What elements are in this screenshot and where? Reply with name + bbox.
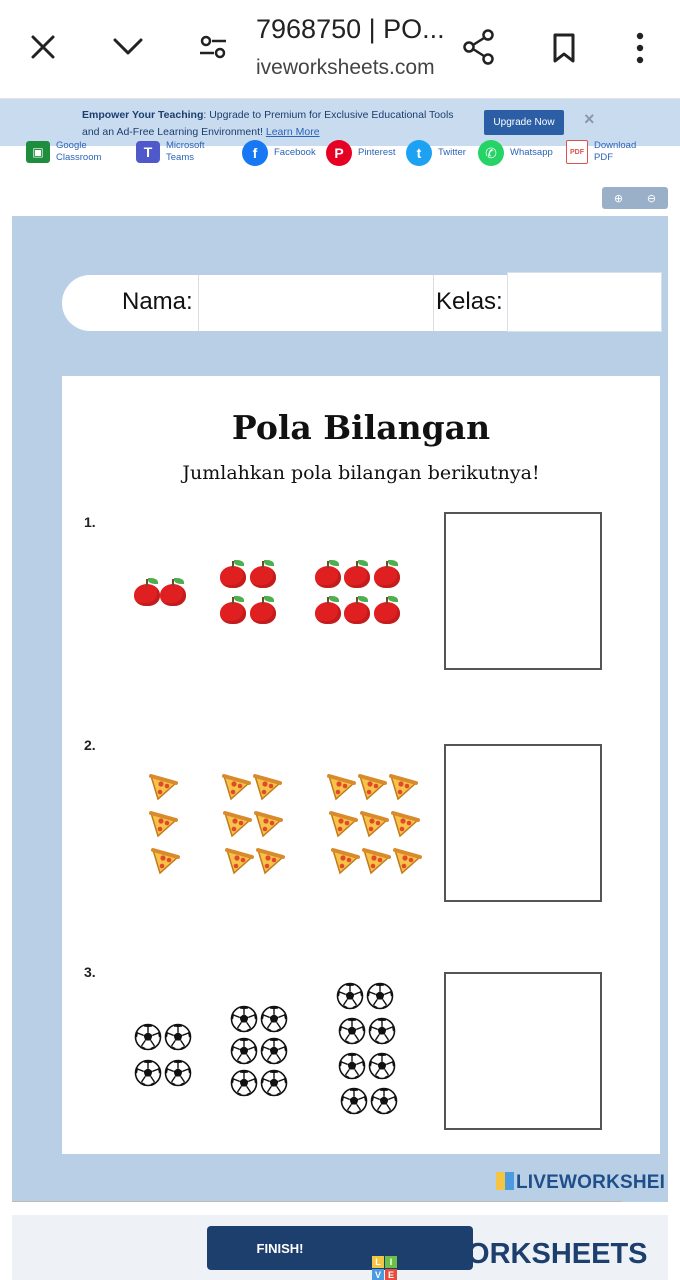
share-download-pdf[interactable]	[566, 140, 644, 164]
soccer-ball-icon	[230, 1069, 258, 1097]
soccer-ball-icon	[230, 1005, 258, 1033]
name-input[interactable]	[198, 275, 434, 331]
soccer-ball-icon	[368, 1052, 396, 1080]
share-strip	[0, 140, 680, 174]
learn-more-link[interactable]: Learn More	[265, 126, 320, 138]
soccer-ball-icon	[340, 1087, 368, 1115]
question-number: 1.	[84, 514, 96, 530]
pizza-icon	[148, 810, 178, 838]
soccer-ball-icon	[338, 1052, 366, 1080]
pizza-icon	[357, 773, 387, 801]
finish-label: FINISH!	[256, 1240, 304, 1256]
promo-body: : Upgrade to Premium for Exclusive Educational Tools and an Ad-Free Learning Environment!	[82, 109, 454, 138]
mini-letter: V	[372, 1269, 384, 1280]
apple-icon	[160, 578, 186, 606]
apple-icon	[315, 596, 341, 624]
pizza-icon	[224, 847, 254, 875]
soccer-ball-icon	[164, 1059, 192, 1087]
upgrade-now-button[interactable]: Upgrade Now	[484, 110, 564, 135]
apple-icon	[134, 578, 160, 606]
teams-icon: T	[136, 141, 160, 163]
share-facebook[interactable]	[242, 140, 316, 166]
pinterest-icon: P	[326, 140, 352, 166]
chevron-down-icon[interactable]	[110, 32, 146, 62]
share-pinterest[interactable]	[326, 140, 396, 166]
bottom-brand-text: VEWORKSHEETS	[401, 1238, 648, 1270]
pdf-icon: PDF	[566, 140, 588, 164]
share-icon[interactable]	[460, 28, 498, 66]
soccer-ball-icon	[260, 1037, 288, 1065]
divider	[12, 1201, 622, 1202]
zoom-out-icon[interactable]: ⊖	[646, 192, 657, 205]
apple-icon	[220, 596, 246, 624]
page-title[interactable]: 7968750 | PO...	[256, 14, 445, 44]
more-vert-icon[interactable]	[628, 30, 652, 66]
mini-letter: L	[372, 1256, 384, 1268]
apple-icon	[374, 560, 400, 588]
liveworksheets-logo	[496, 1172, 665, 1194]
soccer-ball-icon	[230, 1037, 258, 1065]
soccer-ball-icon	[134, 1059, 162, 1087]
mini-letter: I	[385, 1256, 397, 1268]
share-label: Pinterest	[358, 147, 396, 158]
bottom-brand	[372, 1238, 648, 1280]
pizza-icon	[359, 810, 389, 838]
soccer-ball-icon	[134, 1023, 162, 1051]
promo-bold: Empower Your Teaching	[82, 109, 204, 121]
share-label: Facebook	[274, 147, 316, 158]
question-number: 3.	[84, 964, 96, 980]
pizza-icon	[390, 810, 420, 838]
soccer-ball-icon	[260, 1069, 288, 1097]
promo-text	[82, 107, 472, 141]
worksheet-subtitle: Jumlahkan pola bilangan berikutnya!	[182, 462, 540, 484]
share-whatsapp[interactable]	[478, 140, 553, 166]
mini-letter: E	[385, 1269, 397, 1280]
soccer-ball-icon	[368, 1017, 396, 1045]
pizza-icon	[330, 847, 360, 875]
pizza-icon	[361, 847, 391, 875]
pizza-icon	[392, 847, 422, 875]
answer-box-2[interactable]	[444, 744, 602, 902]
pizza-icon	[328, 810, 358, 838]
share-label: Download PDF	[594, 140, 637, 163]
share-microsoft-teams[interactable]	[136, 140, 222, 164]
class-label: Kelas:	[436, 288, 503, 315]
worksheet-title: Pola Bilangan	[231, 408, 491, 447]
apple-icon	[344, 596, 370, 624]
pizza-icon	[221, 773, 251, 801]
apple-icon	[250, 560, 276, 588]
apple-icon	[344, 560, 370, 588]
answer-box-1[interactable]	[444, 512, 602, 670]
whatsapp-icon: ✆	[478, 140, 504, 166]
share-label: Microsoft Teams	[166, 140, 205, 163]
pizza-icon	[150, 847, 180, 875]
pizza-icon	[253, 810, 283, 838]
facebook-icon: f	[242, 140, 268, 166]
soccer-ball-icon	[164, 1023, 192, 1051]
name-label: Nama:	[122, 288, 193, 315]
share-twitter[interactable]	[406, 140, 466, 166]
apple-icon	[374, 596, 400, 624]
tune-icon[interactable]	[196, 32, 230, 62]
promo-banner	[0, 98, 680, 146]
zoom-in-icon[interactable]: ⊕	[613, 192, 624, 205]
apple-icon	[315, 560, 341, 588]
apple-icon	[250, 596, 276, 624]
pizza-icon	[388, 773, 418, 801]
pizza-icon	[255, 847, 285, 875]
soccer-ball-icon	[338, 1017, 366, 1045]
share-label: Google Classroom	[56, 140, 102, 163]
share-label: Twitter	[438, 147, 466, 158]
liveworksheets-logo-icon	[496, 1172, 514, 1190]
promo-close-icon[interactable]: ×	[584, 109, 595, 129]
question-number: 2.	[84, 737, 96, 753]
browser-toolbar	[0, 0, 680, 98]
soccer-ball-icon	[260, 1005, 288, 1033]
share-google-classroom[interactable]	[26, 140, 112, 164]
soccer-ball-icon	[366, 982, 394, 1010]
pizza-icon	[148, 773, 178, 801]
pizza-icon	[252, 773, 282, 801]
soccer-ball-icon	[370, 1087, 398, 1115]
apple-icon	[220, 560, 246, 588]
pizza-icon	[326, 773, 356, 801]
bookmark-icon[interactable]	[548, 30, 580, 66]
close-icon[interactable]	[26, 30, 60, 64]
soccer-ball-icon	[336, 982, 364, 1010]
pizza-icon	[222, 810, 252, 838]
url-text[interactable]: iveworksheets.com	[256, 56, 435, 79]
answer-box-3[interactable]	[444, 972, 602, 1130]
liveworksheets-mini-icon	[372, 1256, 397, 1280]
google-classroom-icon: ▣	[26, 141, 50, 163]
twitter-icon: t	[406, 140, 432, 166]
share-label: Whatsapp	[510, 147, 553, 158]
zoom-controls	[602, 187, 668, 209]
logo-text: LIVEWORKSHEI	[516, 1172, 666, 1193]
class-input[interactable]	[507, 272, 662, 332]
